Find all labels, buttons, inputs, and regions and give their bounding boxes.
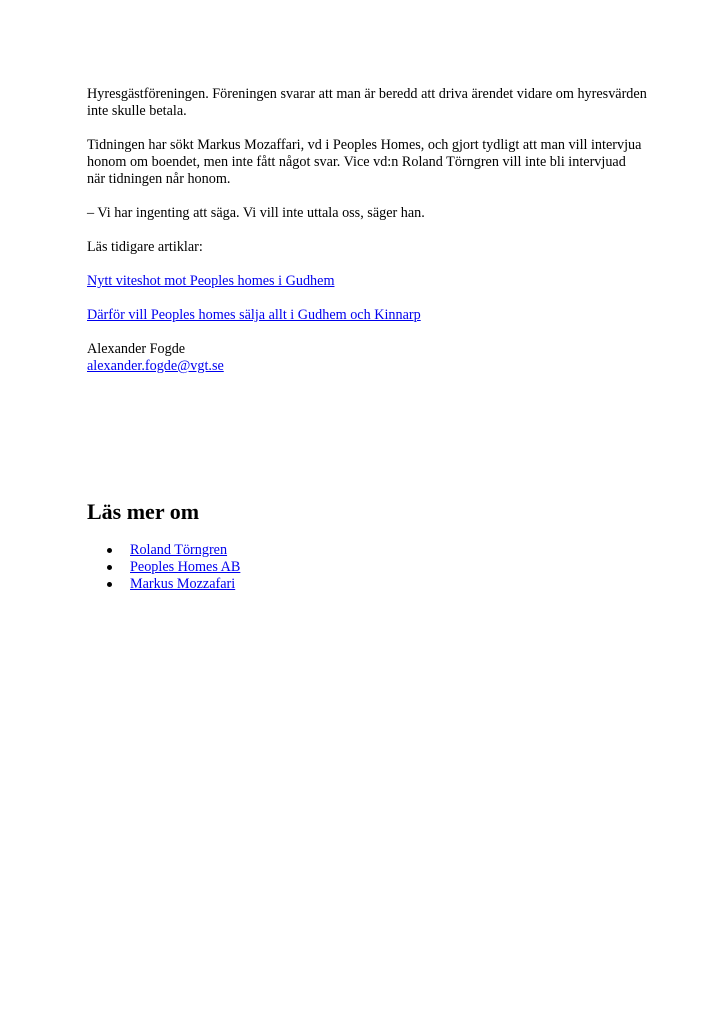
related-link[interactable]: Roland Törngren — [130, 542, 228, 558]
author-name: Alexander Fogde — [87, 341, 186, 357]
related-link[interactable]: Peoples Homes AB — [130, 559, 241, 575]
list-item — [87, 576, 240, 593]
previous-article-link[interactable]: Nytt viteshot mot Peoples homes i Gudhem — [87, 273, 335, 289]
article-body — [87, 86, 647, 375]
list-item — [87, 559, 240, 576]
previous-article-link[interactable]: Därför vill Peoples homes sälja allt i Gudhem och Kinnarp — [87, 307, 421, 323]
paragraph: Hyresgästföreningen. Föreningen svarar att man är beredd att driva ärendet vidare om hyresvärden inte skulle betala. — [87, 86, 647, 119]
bullet-icon — [107, 548, 112, 553]
article-link-item — [87, 307, 647, 324]
author-email-line — [87, 358, 647, 375]
list-item — [87, 542, 240, 559]
related-heading: Läs mer om — [87, 499, 200, 524]
related-link[interactable]: Markus Mozzafari — [130, 576, 236, 592]
paragraph: Tidningen har sökt Markus Mozaffari, vd i Peoples Homes, och gjort tydligt att man vill intervjua honom om boendet, men inte fått något svar. Vice vd:n Roland Törngren vill inte bli intervjuad när tidningen når honom. — [87, 137, 642, 187]
related-list — [87, 542, 240, 593]
article-link-item — [87, 273, 647, 290]
previous-articles-label: Läs tidigare artiklar: — [87, 239, 203, 255]
quote-paragraph: – Vi har ingenting att säga. Vi vill inte uttala oss, säger han. — [87, 205, 425, 221]
bullet-icon — [107, 565, 112, 570]
bullet-icon — [107, 582, 112, 587]
author-email-link[interactable]: alexander.fogde@vgt.se — [87, 358, 224, 374]
